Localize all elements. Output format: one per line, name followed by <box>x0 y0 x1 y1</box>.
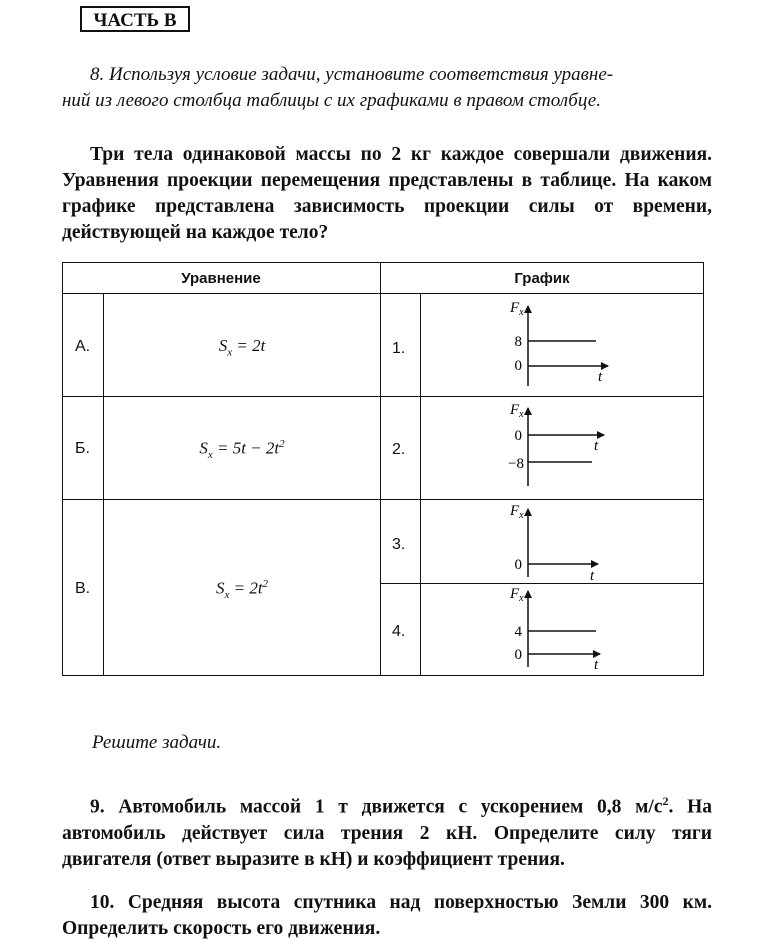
zero-label: 0 <box>514 647 522 663</box>
task8-instruction-line1: 8. Используя условие задачи, установите соответствия уравне- <box>90 64 614 85</box>
x-axis-label: t <box>598 369 603 385</box>
graph-number-2: 2. <box>392 441 406 458</box>
force-graph-4 <box>500 585 620 675</box>
task8-problem: Три тела одинаковой массы по 2 кг каждое совершали движения. Уравнения проекции перемещения представлены в таблице. На каком графике представлена зависимость проекции силы от времени, действующей на каждое тело? <box>62 144 712 243</box>
zero-label: 0 <box>514 557 522 573</box>
task8-instruction <box>62 62 712 114</box>
equation-b: $S_x = 5t - 2t^2$ <box>199 438 285 462</box>
section-title: ЧАСТЬ В <box>80 6 190 32</box>
task10: 10. Средняя высота спутника над поверхностью Земли 300 км. Определить скорость его движения. <box>62 892 712 939</box>
header-graph: График <box>514 270 570 287</box>
equation-a: $S_x = 2t$ <box>218 336 266 359</box>
graph-number-1: 1. <box>392 340 406 357</box>
table-row-divider <box>62 499 704 500</box>
y-axis-label: $F_x$ <box>510 402 524 420</box>
x-axis-label: t <box>594 657 599 673</box>
level-label: 4 <box>514 624 522 640</box>
solve-heading: Решите задачи. <box>92 732 222 753</box>
table-column-divider <box>420 293 421 676</box>
zero-label: 0 <box>514 428 522 444</box>
x-axis-label: t <box>590 568 595 583</box>
table-row-divider <box>380 583 704 584</box>
row-label-a: А. <box>75 338 91 355</box>
header-equation: Уравнение <box>181 270 261 287</box>
y-axis-label: $F_x$ <box>510 586 524 604</box>
y-axis-label: $F_x$ <box>510 300 524 318</box>
row-label-c: В. <box>75 580 91 597</box>
graph-number-4: 4. <box>392 623 406 640</box>
y-axis-label: $F_x$ <box>510 503 524 521</box>
level-label: 8 <box>514 334 522 350</box>
level-label: −8 <box>508 456 524 472</box>
task9: 9. Автомобиль массой 1 т движется с ускорением 0,8 $м/с^2$. На автомобиль действует сила трения 2 кН. Определите силу тяги двигателя (ответ выразите в кН) и коэффициент трения. <box>62 794 712 870</box>
force-graph-3 <box>500 501 620 583</box>
zero-label: 0 <box>514 358 522 374</box>
force-graph-2 <box>500 398 620 496</box>
row-label-b: Б. <box>75 440 90 457</box>
table-column-divider <box>380 262 381 676</box>
graph-number-3: 3. <box>392 536 406 553</box>
x-axis-label: t <box>594 438 599 454</box>
table-header-divider <box>62 293 704 294</box>
force-graph-1 <box>500 296 620 394</box>
equation-c: $S_x = 2t^2$ <box>215 578 269 602</box>
task8-instruction-line2: ний из левого столбца таблицы с их графиками в правом столбце. <box>62 90 601 111</box>
table-row-divider <box>62 396 704 397</box>
